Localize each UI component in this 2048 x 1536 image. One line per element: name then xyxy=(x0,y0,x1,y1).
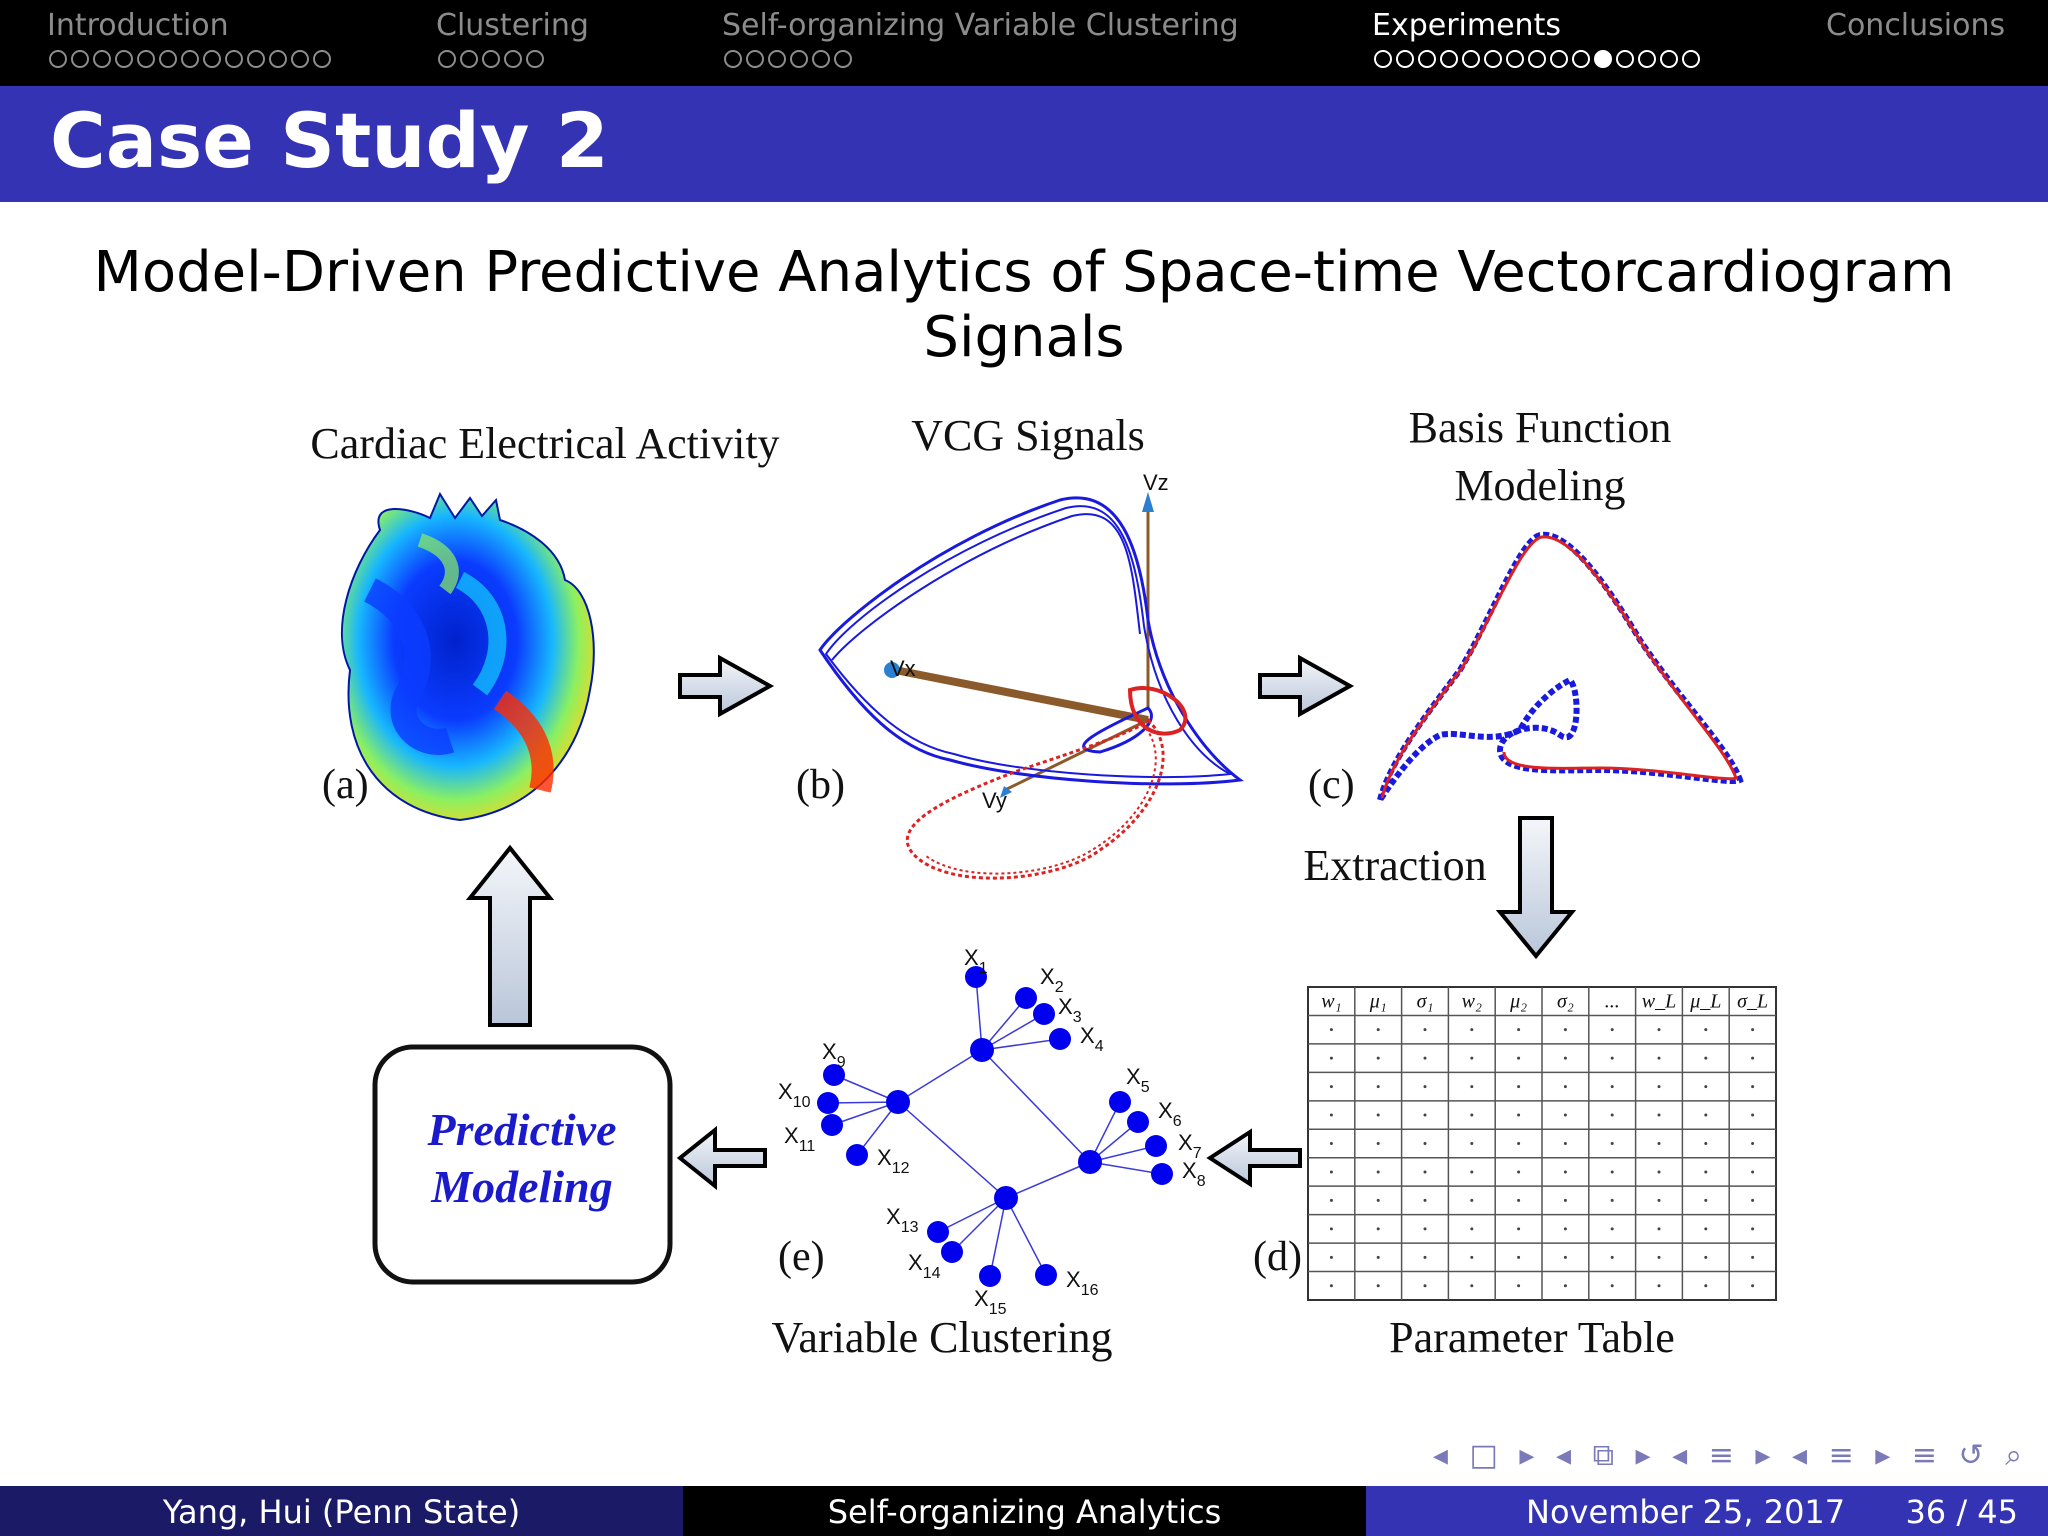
table-cell-dot xyxy=(1658,1170,1661,1173)
table-cell-dot xyxy=(1751,1114,1754,1117)
table-cell-dot xyxy=(1611,1057,1614,1060)
nav-dot[interactable] xyxy=(1440,50,1458,68)
footer-author-box xyxy=(0,1486,683,1536)
table-header-cell: w₁ xyxy=(1321,990,1342,1013)
variable-node xyxy=(1151,1163,1173,1185)
table-cell-dot xyxy=(1330,1028,1333,1031)
table-cell-dot xyxy=(1564,1142,1567,1145)
nav-dot[interactable] xyxy=(137,50,155,68)
variable-node xyxy=(1035,1264,1057,1286)
variable-node xyxy=(846,1144,868,1166)
table-cell-dot xyxy=(1564,1057,1567,1060)
nav-dot[interactable] xyxy=(203,50,221,68)
table-cell-dot xyxy=(1424,1284,1427,1287)
table-cell-dot xyxy=(1470,1284,1473,1287)
nav-dot[interactable] xyxy=(724,50,742,68)
table-cell-dot xyxy=(1424,1256,1427,1259)
table-cell-dot xyxy=(1704,1114,1707,1117)
table-cell-dot xyxy=(1330,1199,1333,1202)
variable-node xyxy=(817,1092,839,1114)
variable-node-label: $X_5$ xyxy=(1126,1064,1150,1096)
table-cell-dot xyxy=(1330,1057,1333,1060)
table-cell-dot xyxy=(1470,1227,1473,1230)
variable-node-label: $X_3$ xyxy=(1058,994,1082,1026)
table-cell-dot xyxy=(1377,1256,1380,1259)
table-cell-dot xyxy=(1704,1284,1707,1287)
nav-dot[interactable] xyxy=(1396,50,1414,68)
nav-dot[interactable] xyxy=(1506,50,1524,68)
table-cell-dot xyxy=(1470,1028,1473,1031)
variable-clustering-network xyxy=(778,945,1206,1318)
table-cell-dot xyxy=(1704,1256,1707,1259)
nav-dot[interactable] xyxy=(1462,50,1480,68)
nav-section-introduction[interactable]: Introduction xyxy=(47,8,229,43)
nav-dot[interactable] xyxy=(834,50,852,68)
table-cell-dot xyxy=(1517,1057,1520,1060)
nav-dot[interactable] xyxy=(1638,50,1656,68)
nav-dot[interactable] xyxy=(746,50,764,68)
table-cell-dot xyxy=(1424,1057,1427,1060)
table-cell-dot xyxy=(1751,1057,1754,1060)
table-cell-dot xyxy=(1704,1142,1707,1145)
table-cell-dot xyxy=(1751,1199,1754,1202)
nav-dot[interactable] xyxy=(812,50,830,68)
slide-title: Case Study 2 xyxy=(50,96,609,185)
table-cell-dot xyxy=(1751,1256,1754,1259)
table-cell-dot xyxy=(1470,1142,1473,1145)
label-parameter-table: Parameter Table xyxy=(1389,1313,1675,1362)
panel-label-d: (d) xyxy=(1253,1234,1302,1280)
table-cell-dot xyxy=(1704,1028,1707,1031)
nav-dot[interactable] xyxy=(1572,50,1590,68)
table-cell-dot xyxy=(1564,1085,1567,1088)
footer-title-box xyxy=(683,1486,1366,1536)
table-header-cell: σ₁ xyxy=(1416,990,1434,1013)
table-cell-dot xyxy=(1704,1085,1707,1088)
label-cardiac-electrical-activity: Cardiac Electrical Activity xyxy=(310,419,780,468)
nav-dot[interactable] xyxy=(247,50,265,68)
variable-node xyxy=(1015,987,1037,1009)
table-cell-dot xyxy=(1424,1028,1427,1031)
table-cell-dot xyxy=(1658,1256,1661,1259)
variable-node-label: $X_{14}$ xyxy=(908,1250,941,1282)
arrow-d-to-e xyxy=(1210,1132,1300,1184)
variable-node-label: $X_{13}$ xyxy=(886,1204,919,1236)
variable-node-label: $X_7$ xyxy=(1178,1130,1202,1162)
table-cell-dot xyxy=(1470,1256,1473,1259)
variable-node-label: $X_4$ xyxy=(1080,1023,1104,1055)
variable-node-label: $X_{12}$ xyxy=(877,1145,910,1177)
heart-image xyxy=(342,494,594,820)
table-header-cell: ... xyxy=(1604,990,1620,1013)
nav-dot[interactable] xyxy=(1682,50,1700,68)
table-cell-dot xyxy=(1704,1170,1707,1173)
footer-date: November 25, 2017 xyxy=(1526,1493,1846,1531)
cluster-hub-node xyxy=(1078,1150,1102,1174)
variable-node-label: $X_2$ xyxy=(1040,964,1064,996)
table-cell-dot xyxy=(1424,1199,1427,1202)
cluster-hub-node xyxy=(886,1090,910,1114)
variable-node xyxy=(1127,1111,1149,1133)
table-cell-dot xyxy=(1330,1256,1333,1259)
panel-label-e: (e) xyxy=(778,1234,825,1280)
table-cell-dot xyxy=(1704,1057,1707,1060)
nav-dot[interactable] xyxy=(1594,50,1612,68)
variable-node xyxy=(941,1241,963,1263)
table-header-cell: σ₂ xyxy=(1556,990,1574,1013)
table-cell-dot xyxy=(1517,1284,1520,1287)
nav-dot[interactable] xyxy=(159,50,177,68)
variable-node-label: $X_{10}$ xyxy=(778,1079,811,1111)
table-cell-dot xyxy=(1424,1227,1427,1230)
table-cell-dot xyxy=(1564,1170,1567,1173)
nav-dot[interactable] xyxy=(1660,50,1678,68)
axis-vx-label: Vx xyxy=(890,656,916,681)
table-cell-dot xyxy=(1424,1170,1427,1173)
table-cell-dot xyxy=(1564,1227,1567,1230)
table-cell-dot xyxy=(1564,1199,1567,1202)
arrow-e-to-predictive xyxy=(680,1130,765,1186)
nav-dot[interactable] xyxy=(225,50,243,68)
variable-node xyxy=(927,1221,949,1243)
panel-label-c: (c) xyxy=(1308,762,1355,808)
table-header-cell: μ₁ xyxy=(1369,990,1387,1013)
section-navigation xyxy=(0,0,2048,86)
table-cell-dot xyxy=(1424,1114,1427,1117)
variable-node-label: $X_{11}$ xyxy=(784,1123,816,1155)
table-cell-dot xyxy=(1517,1227,1520,1230)
label-modeling: Modeling xyxy=(1454,461,1626,510)
nav-dot[interactable] xyxy=(71,50,89,68)
table-cell-dot xyxy=(1658,1028,1661,1031)
slide-subtitle: Model-Driven Predictive Analytics of Space-time Vectorcardiogram Signals xyxy=(93,240,1955,370)
table-cell-dot xyxy=(1470,1170,1473,1173)
variable-node-label: $X_8$ xyxy=(1182,1158,1206,1190)
table-cell-dot xyxy=(1377,1227,1380,1230)
cluster-hub-node xyxy=(970,1038,994,1062)
variable-node xyxy=(1145,1135,1167,1157)
table-cell-dot xyxy=(1377,1142,1380,1145)
footer-short-title: Self-organizing Analytics xyxy=(827,1493,1222,1531)
nav-dot[interactable] xyxy=(1374,50,1392,68)
table-cell-dot xyxy=(1751,1028,1754,1031)
footer xyxy=(0,1486,2048,1536)
variable-node-label: $X_9$ xyxy=(822,1039,846,1071)
variable-node xyxy=(1109,1091,1131,1113)
table-cell-dot xyxy=(1658,1114,1661,1117)
table-cell-dot xyxy=(1517,1170,1520,1173)
workflow-figure xyxy=(260,390,1800,1390)
table-cell-dot xyxy=(1564,1114,1567,1117)
table-cell-dot xyxy=(1377,1284,1380,1287)
nav-section-experiments[interactable]: Experiments xyxy=(1372,8,1561,43)
table-cell-dot xyxy=(1517,1256,1520,1259)
arrow-b-to-c xyxy=(1260,658,1350,714)
table-cell-dot xyxy=(1611,1114,1614,1117)
table-cell-dot xyxy=(1470,1114,1473,1117)
table-cell-dot xyxy=(1424,1142,1427,1145)
table-cell-dot xyxy=(1330,1227,1333,1230)
table-cell-dot xyxy=(1658,1085,1661,1088)
table-cell-dot xyxy=(1658,1142,1661,1145)
label-extraction: Extraction xyxy=(1303,841,1487,890)
table-header-cell: σ_L xyxy=(1737,990,1769,1013)
nav-dot[interactable] xyxy=(1418,50,1436,68)
table-cell-dot xyxy=(1658,1057,1661,1060)
nav-section-conclusions[interactable]: Conclusions xyxy=(1826,8,2006,43)
table-cell-dot xyxy=(1330,1085,1333,1088)
nav-dots-introduction[interactable] xyxy=(49,50,331,72)
table-cell-dot xyxy=(1658,1199,1661,1202)
table-cell-dot xyxy=(1470,1057,1473,1060)
label-variable-clustering: Variable Clustering xyxy=(771,1313,1113,1362)
nav-dot[interactable] xyxy=(526,50,544,68)
nav-dot[interactable] xyxy=(269,50,287,68)
nav-dots-self-organizing[interactable] xyxy=(724,50,852,72)
basis-function-plot xyxy=(1380,535,1740,800)
variable-node-label: $X_{15}$ xyxy=(974,1286,1007,1318)
nav-dot[interactable] xyxy=(768,50,786,68)
table-cell-dot xyxy=(1611,1142,1614,1145)
footer-author: Yang, Hui (Penn State) xyxy=(162,1493,521,1531)
table-header-cell: μ_L xyxy=(1690,990,1722,1013)
table-cell-dot xyxy=(1751,1142,1754,1145)
table-cell-dot xyxy=(1611,1085,1614,1088)
variable-node xyxy=(1049,1028,1071,1050)
table-cell-dot xyxy=(1377,1199,1380,1202)
table-cell-dot xyxy=(1611,1256,1614,1259)
table-cell-dot xyxy=(1564,1256,1567,1259)
title-bar xyxy=(0,86,2048,202)
table-cell-dot xyxy=(1377,1085,1380,1088)
table-cell-dot xyxy=(1658,1284,1661,1287)
table-cell-dot xyxy=(1704,1199,1707,1202)
label-vcg-signals: VCG Signals xyxy=(911,411,1145,460)
table-cell-dot xyxy=(1470,1199,1473,1202)
arrow-a-to-b xyxy=(680,658,770,714)
variable-node-label: $X_1$ xyxy=(964,945,988,977)
nav-dot[interactable] xyxy=(115,50,133,68)
table-cell-dot xyxy=(1611,1170,1614,1173)
nav-section-self-organizing[interactable]: Self-organizing Variable Clustering xyxy=(722,8,1239,43)
nav-dot[interactable] xyxy=(460,50,478,68)
table-cell-dot xyxy=(1751,1170,1754,1173)
table-cell-dot xyxy=(1424,1085,1427,1088)
predictive-label: Predictive xyxy=(427,1104,617,1155)
footer-page-number: 36 / 45 xyxy=(1905,1493,2018,1531)
nav-dot[interactable] xyxy=(49,50,67,68)
table-cell-dot xyxy=(1751,1284,1754,1287)
table-cell-dot xyxy=(1564,1028,1567,1031)
beamer-navigation-symbols[interactable]: ◂ □ ▸ ◂ ⧉ ▸ ◂ ≡ ▸ ◂ ≡ ▸ ≡ ↺ ⌕ xyxy=(1432,1438,2028,1473)
table-cell-dot xyxy=(1330,1170,1333,1173)
nav-dot[interactable] xyxy=(313,50,331,68)
arrow-predictive-to-a xyxy=(470,848,550,1025)
nav-dot[interactable] xyxy=(1484,50,1502,68)
table-cell-dot xyxy=(1611,1227,1614,1230)
nav-dot[interactable] xyxy=(790,50,808,68)
parameter-table xyxy=(1308,987,1776,1300)
table-cell-dot xyxy=(1330,1284,1333,1287)
table-cell-dot xyxy=(1517,1114,1520,1117)
arrow-extraction-down xyxy=(1500,818,1572,956)
modeling-label: Modeling xyxy=(431,1161,613,1212)
variable-node xyxy=(979,1265,1001,1287)
nav-section-clustering[interactable]: Clustering xyxy=(436,8,589,43)
table-header-cell: w₂ xyxy=(1461,990,1482,1013)
panel-label-b: (b) xyxy=(796,762,845,808)
predictive-modeling-box xyxy=(375,1047,670,1282)
nav-dot[interactable] xyxy=(93,50,111,68)
variable-node xyxy=(821,1114,843,1136)
table-cell-dot xyxy=(1517,1199,1520,1202)
variable-node xyxy=(1033,1003,1055,1025)
table-cell-dot xyxy=(1564,1284,1567,1287)
table-cell-dot xyxy=(1470,1085,1473,1088)
table-cell-dot xyxy=(1611,1199,1614,1202)
table-cell-dot xyxy=(1611,1284,1614,1287)
label-basis-function: Basis Function xyxy=(1408,403,1672,452)
nav-dot[interactable] xyxy=(1550,50,1568,68)
nav-dot[interactable] xyxy=(1616,50,1634,68)
cluster-hub-node xyxy=(994,1186,1018,1210)
table-cell-dot xyxy=(1330,1114,1333,1117)
panel-label-a: (a) xyxy=(322,762,369,808)
nav-dot[interactable] xyxy=(504,50,522,68)
axis-vy-label: Vy xyxy=(982,788,1007,813)
table-cell-dot xyxy=(1377,1057,1380,1060)
footer-date-box xyxy=(1366,1486,2048,1536)
table-cell-dot xyxy=(1377,1028,1380,1031)
variable-node-label: $X_6$ xyxy=(1158,1098,1182,1130)
nav-dots-clustering[interactable] xyxy=(438,50,544,72)
table-cell-dot xyxy=(1377,1114,1380,1117)
table-cell-dot xyxy=(1517,1142,1520,1145)
nav-dots-experiments[interactable] xyxy=(1374,50,1700,72)
nav-dot[interactable] xyxy=(438,50,456,68)
nav-dot[interactable] xyxy=(181,50,199,68)
variable-node-label: $X_{16}$ xyxy=(1066,1267,1099,1299)
nav-dot[interactable] xyxy=(1528,50,1546,68)
table-cell-dot xyxy=(1517,1028,1520,1031)
table-cell-dot xyxy=(1517,1085,1520,1088)
axis-vz-label: Vz xyxy=(1143,470,1169,495)
table-cell-dot xyxy=(1377,1170,1380,1173)
table-cell-dot xyxy=(1751,1085,1754,1088)
table-cell-dot xyxy=(1611,1028,1614,1031)
nav-dot[interactable] xyxy=(482,50,500,68)
table-header-cell: w_L xyxy=(1641,990,1677,1013)
nav-dot[interactable] xyxy=(291,50,309,68)
table-cell-dot xyxy=(1704,1227,1707,1230)
table-cell-dot xyxy=(1658,1227,1661,1230)
table-header-cell: μ₂ xyxy=(1510,990,1528,1013)
table-cell-dot xyxy=(1751,1227,1754,1230)
vcg-plot xyxy=(820,470,1240,878)
table-cell-dot xyxy=(1330,1142,1333,1145)
